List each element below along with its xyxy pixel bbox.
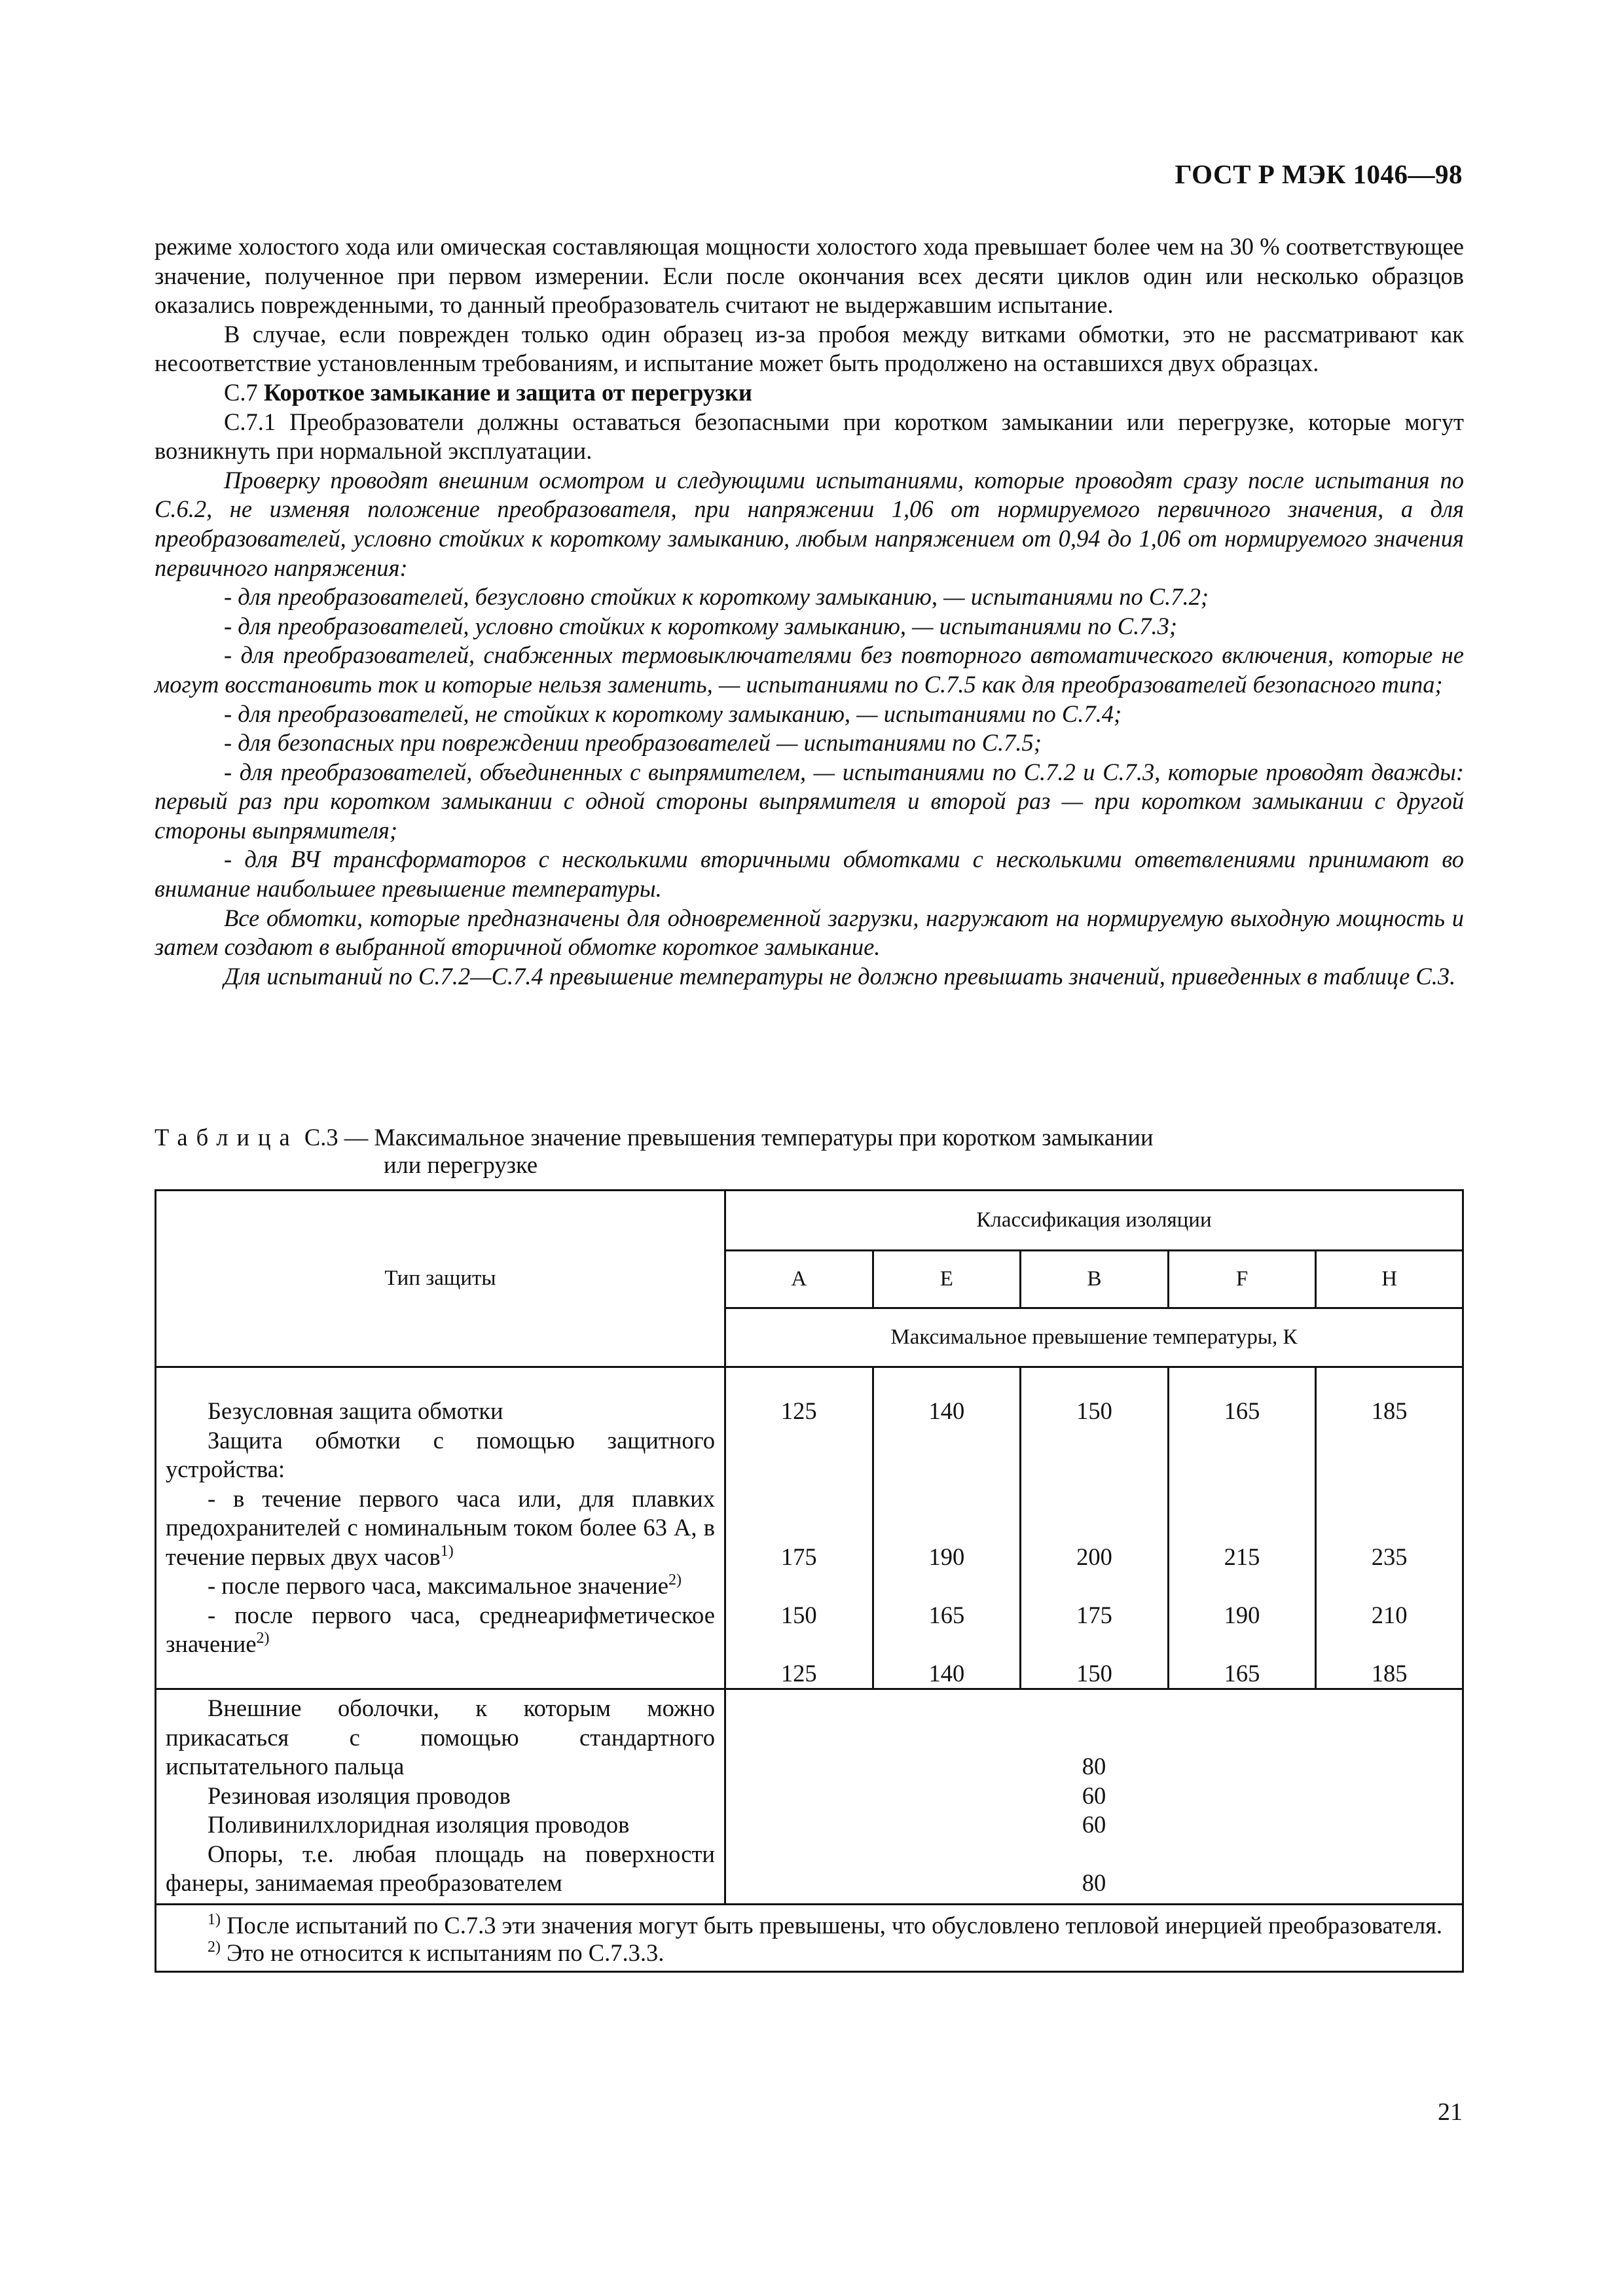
table-value: 175 xyxy=(780,1543,817,1570)
paragraph: С.7.1 Преобразователи должны оставаться безопасными при коротком замыкании или перегрузке, которые могут возникнуть при нормальной эксплуатации. xyxy=(155,408,1464,465)
row-label: Безусловная защита обмотки xyxy=(208,1397,503,1424)
table-column-e xyxy=(873,1367,1021,1689)
row-label: Резиновая изоляция проводов xyxy=(208,1782,511,1809)
table-value: 185 xyxy=(1371,1659,1408,1687)
table-value: 165 xyxy=(1224,1397,1260,1424)
table-caption-title-continued: или перегрузке xyxy=(384,1151,538,1178)
table-footnotes xyxy=(156,1904,1463,1971)
header-protection-type: Тип защиты xyxy=(156,1191,725,1367)
table-value: 165 xyxy=(1224,1659,1260,1687)
table-column-a xyxy=(725,1367,873,1689)
table-value: 210 xyxy=(1371,1601,1408,1628)
table-value: 80 xyxy=(1082,1753,1106,1780)
footnote-mark: 2) xyxy=(208,1938,221,1956)
section-heading xyxy=(155,378,1464,408)
table-value: 150 xyxy=(780,1601,817,1628)
row-label: Опоры, т.е. любая площадь на поверхности фанеры, занимаемая преобразователем xyxy=(166,1840,715,1896)
row-label: Внешние оболочки, к которым можно прикасаться с помощью стандартного испытательного пальца xyxy=(166,1695,715,1780)
class-a: A xyxy=(725,1251,873,1308)
table-value: 125 xyxy=(780,1397,817,1424)
list-item: - для безопасных при повреждении преобразователей — испытаниями по С.7.5; xyxy=(224,729,1042,757)
table-column-h xyxy=(1316,1367,1463,1689)
table-value: 60 xyxy=(1082,1782,1106,1809)
row-label: Защита обмотки с помощью защитного устройства: xyxy=(166,1426,715,1482)
footnote: $^{1)}$ После испытаний по С.7.3 эти значения могут быть превышены, что обусловлено тепловой инерцией преобразователя. xyxy=(208,1910,1443,1939)
paragraph: Все обмотки, которые предназначены для одновременной загрузки, нагружают на нормируемую выходную мощность и затем создают в выбранной вторичной обмотке короткое замыкание. xyxy=(155,904,1464,961)
footnote-ref: 2) xyxy=(668,1571,682,1588)
list-item: - для преобразователей, условно стойких к короткому замыканию, — испытаниями по С.7.3; xyxy=(224,612,1178,639)
page-number: 21 xyxy=(1438,2098,1463,2126)
table-caption-number: С.3 — xyxy=(304,1124,369,1151)
table-column-b xyxy=(1021,1367,1169,1689)
table-caption-title: Максимальное значение превышения температуры при коротком замыкании xyxy=(374,1124,1154,1151)
header-insulation-class: Классификация изоляции xyxy=(725,1191,1463,1251)
table-value: 185 xyxy=(1371,1397,1408,1424)
list-item: - для преобразователей, не стойких к короткому замыканию, — испытаниями по С.7.4; xyxy=(224,700,1122,727)
list-item: - для преобразователей, снабженных термовыключателями без повторного автоматического включения, которые не могут восстановить ток и которые нельзя заменить, — испытаниями по С.7.5 как для преобразователей безопасного типа; xyxy=(155,641,1464,698)
table-value: 235 xyxy=(1371,1543,1408,1570)
class-e: E xyxy=(873,1251,1021,1308)
paragraph: Проверку проводят внешним осмотром и следующими испытаниями, которые проводят сразу после испытания по С.6.2, не изменяя положение преобразователя, при напряжении 1,06 от нормируемого первичного значения, а для преобразователей, условно стойких к короткому замыканию, любым напряжением от 0,94 до 1,06 от нормируемого значения первичного напряжения: xyxy=(155,466,1464,581)
table-caption xyxy=(155,1124,1154,1179)
table-value: 175 xyxy=(1076,1601,1112,1628)
footnote-ref: 2) xyxy=(256,1630,270,1647)
section-number: С.7 xyxy=(224,378,258,406)
paragraph: Для испытаний по С.7.2—С.7.4 превышение температуры не должно превышать значений, приведенных в таблице С.3. xyxy=(224,962,1456,990)
header-max-temperature-rise: Максимальное превышение температуры, К xyxy=(725,1308,1463,1367)
table-value: 80 xyxy=(1082,1869,1106,1896)
table-value: 125 xyxy=(780,1659,817,1687)
table-column-f xyxy=(1168,1367,1316,1689)
table-value: 150 xyxy=(1076,1659,1112,1687)
standard-code-header: ГОСТ Р МЭК 1046—98 xyxy=(1175,159,1463,189)
paragraph: В случае, если поврежден только один образец из-за пробоя между витками обмотки, это не рассматривают как несоответствие установленным требованиям, и испытание может быть продолжено на оставшихся двух образцах. xyxy=(155,320,1464,377)
body-text xyxy=(155,232,1464,991)
list-item: - для преобразователей, безусловно стойких к короткому замыканию, — испытаниями по С.7.2; xyxy=(224,583,1209,611)
row-label: - после первого часа, среднеарифметическое значение$^{2)}$ xyxy=(166,1601,715,1657)
table-cell-materials xyxy=(156,1689,725,1905)
row-label: Поливинилхлоридная изоляция проводов xyxy=(208,1811,630,1838)
table-value: 140 xyxy=(928,1397,965,1424)
table-value: 60 xyxy=(1082,1811,1106,1838)
class-b: B xyxy=(1021,1251,1169,1308)
footnote: $^{2)}$ Это не относится к испытаниям по С.7.3.3. xyxy=(208,1938,665,1966)
footnote-mark: 1) xyxy=(208,1910,221,1928)
section-title: Короткое замыкание и защита от перегрузки xyxy=(263,378,752,406)
table-value: 215 xyxy=(1224,1543,1260,1570)
table-value: 165 xyxy=(928,1601,965,1628)
table-cell-protection-types xyxy=(156,1367,725,1689)
row-label: - в течение первого часа или, для плавких предохранителей с номинальным током более 63 А, в течение первых двух часов$^{1)}$ xyxy=(166,1484,715,1570)
table-value: 190 xyxy=(1224,1601,1260,1628)
class-h: H xyxy=(1316,1251,1463,1308)
table-value: 200 xyxy=(1076,1543,1112,1570)
table-value: 150 xyxy=(1076,1397,1112,1424)
row-label: - после первого часа, максимальное значение$^{2)}$ xyxy=(208,1571,682,1599)
paragraph: режиме холостого хода или омическая составляющая мощности холостого хода превышает более чем на 30 % соответствующее значение, полученное при первом измерении. Если после окончания всех десяти циклов один или несколько образцов оказались поврежденными, то данный преобразователь считают не выдержавшим испытание. xyxy=(155,233,1464,319)
table-value: 190 xyxy=(928,1543,965,1570)
class-f: F xyxy=(1168,1251,1316,1308)
table-value: 140 xyxy=(928,1659,965,1687)
list-item: - для ВЧ трансформаторов с несколькими вторичными обмотками с несколькими ответвлениями принимают во внимание наибольшее превышение температуры. xyxy=(155,846,1464,903)
temperature-table xyxy=(155,1189,1464,1973)
table-caption-word: Таблица xyxy=(155,1124,299,1151)
list-item: - для преобразователей, объединенных с выпрямителем, — испытаниями по С.7.2 и С.7.3, которые проводят дважды: первый раз при коротком замыкании с одной стороны выпрямителя и второй раз — при коротком замыкании с другой стороны выпрямителя; xyxy=(155,758,1464,844)
table-cell-material-values xyxy=(725,1689,1463,1905)
footnote-ref: 1) xyxy=(440,1542,454,1560)
